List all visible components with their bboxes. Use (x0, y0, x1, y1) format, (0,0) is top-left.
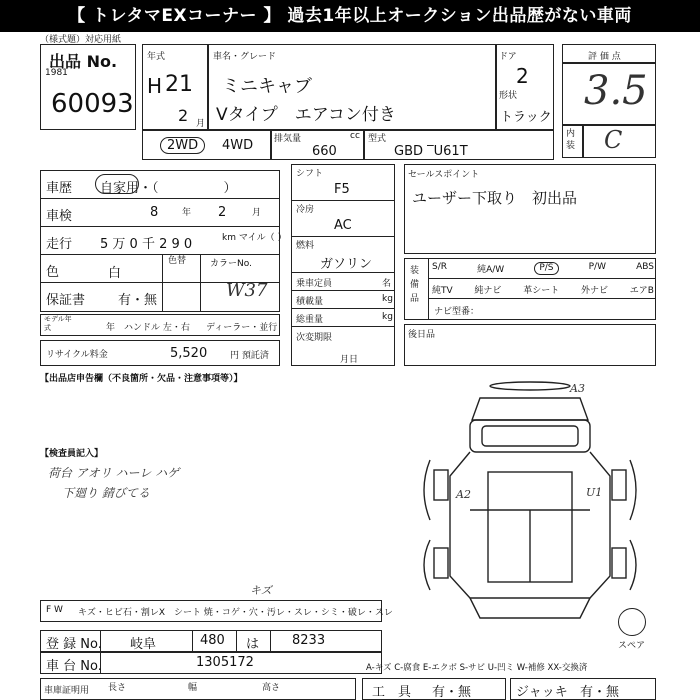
capacity-load-unit: kg (382, 294, 393, 304)
sales-point-label: セールスポイント (408, 170, 480, 180)
score-label: 評 価 点 (588, 52, 621, 62)
model-year-label: モデル年式 (44, 315, 72, 332)
fuel-label: 燃料 (296, 241, 315, 251)
diagram-mark-a2: A2 (456, 488, 471, 501)
registration-number: 8233 (292, 633, 326, 648)
color-number-label: カラーNo. (210, 259, 252, 269)
cert-label: 車庫証明用 (44, 686, 90, 696)
legend: A-キズ C-腐食 E-エクボ S-サビ U-凹ミ W-補修 XX-交換済 (366, 663, 588, 673)
form-note: （様式題）対応用紙 (40, 35, 122, 45)
lot-label: 出品 No. (49, 52, 118, 71)
chassis-label: 車 台 No. (46, 659, 102, 674)
diagram-mark-u1: U1 (586, 486, 603, 499)
inspector-label: 【検査員記入】 (40, 449, 104, 459)
capacity-load-label: 積載量 (296, 297, 324, 307)
interior-value: C (604, 126, 623, 154)
drive-2wd: 2WD (160, 137, 205, 154)
dealer-value: ディーラー・並行 (206, 323, 278, 333)
doors-value: 2 (516, 64, 529, 88)
fuel-value: ガソリン (320, 257, 373, 272)
year-month: 2 (178, 106, 189, 125)
equip-ps: P/S (534, 262, 558, 275)
next-change-unit: 月日 (340, 355, 359, 365)
equip-airbag: エアB (629, 286, 654, 296)
type-label: 型式 (368, 134, 387, 144)
year-era: H (147, 74, 163, 98)
registration-label: 登 録 No. (46, 637, 102, 652)
handle-value: ハンドル 左・右 (124, 323, 190, 333)
defects-label: F W (46, 605, 63, 615)
registration-kana: は (246, 637, 260, 652)
color-change-label: 色替 (168, 256, 187, 266)
drive-4wd: 4WD (222, 138, 254, 153)
sales-point-value: ユーザー下取り 初出品 (412, 189, 578, 207)
capacity-riding-label: 乗車定員 (296, 279, 333, 289)
next-change-label: 次変期限 (296, 333, 333, 343)
shift-label: シフト (296, 169, 324, 179)
equip-tv: 純TV (432, 286, 453, 296)
chassis-number: 1305172 (196, 655, 254, 670)
defects-text: キズ・ヒビ石・割レX シート 焼・コゲ・穴・汚レ・スレ・シミ・破レ・スレ (78, 608, 393, 618)
notes-label: 【出品店申告欄（不良箇所・欠品・注意事項等）】 (40, 374, 243, 384)
vehicle-diagram (410, 380, 650, 620)
displacement-label: 排気量 (274, 134, 302, 144)
equip-pw: P/W (588, 262, 606, 272)
rear-items-box (404, 324, 656, 366)
model-year-unit: 年 (106, 323, 116, 333)
lot-number: 60093 (51, 89, 134, 119)
inspection-label: 車検 (46, 209, 73, 224)
navi-model-label: ナビ型番： (434, 307, 480, 317)
inspection-year: 8 (150, 205, 159, 220)
color-value: 白 (108, 266, 122, 281)
score-value: 3.5 (584, 68, 648, 114)
tools-label: 工 具 (372, 685, 412, 700)
cert-length: 長さ (108, 683, 127, 693)
equip-navi: 純ナビ (474, 286, 502, 296)
recycle-value: 5,520 (170, 346, 208, 361)
capacity-gross-unit: kg (382, 312, 393, 322)
year-month-unit: 月 (196, 119, 206, 129)
year-value: 21 (165, 72, 193, 97)
type-value: GBD ‾U61T (394, 144, 468, 159)
equip-sr: S/R (432, 262, 447, 272)
equipment-label: 装備品 (410, 266, 420, 304)
aircon-label: 冷房 (296, 205, 315, 215)
lot-box (40, 44, 136, 130)
capacity-gross-label: 総重量 (296, 315, 324, 325)
inspection-month-unit: 月 (252, 208, 262, 218)
color-label: 色 (46, 265, 60, 280)
model-grade: Vタイプ エアコン付き (216, 105, 396, 125)
tools-value: 有・無 (432, 685, 472, 700)
lot-small-number: 1981 (45, 68, 68, 78)
equip-alloy: 純A/W (477, 265, 505, 275)
banner-title: 【 トレタマEXコーナー 】 過去1年以上オークション出品歴がない車両 (0, 0, 700, 32)
mileage-unit: km マイル（ ） (222, 233, 287, 243)
history-label: 車歴 (46, 181, 73, 196)
color-number: W37 (226, 280, 268, 301)
displacement-value: 660 (312, 144, 337, 159)
equipment-row-1 (432, 262, 654, 275)
recycle-unit: 円 預託済 (230, 351, 269, 361)
equip-ext-navi: 外ナビ (580, 286, 608, 296)
year-label: 年式 (147, 52, 166, 62)
model-label: 車名・グレード (213, 52, 277, 62)
inspection-year-unit: 年 (182, 208, 192, 218)
cert-width: 幅 (188, 683, 198, 693)
history-options: 自家用・（ ） (100, 181, 237, 196)
defects-handwritten: キズ (250, 584, 272, 597)
inspector-note-1: 荷台 アオリ ハーレ ハゲ (48, 466, 180, 480)
diagram-mark-a3: A3 (570, 382, 585, 395)
mileage-label: 走行 (46, 237, 73, 252)
shape-label: 形状 (499, 91, 518, 101)
warranty-label: 保証書 (46, 293, 86, 308)
shift-value: F5 (334, 182, 350, 197)
doors-label: ドア (499, 52, 517, 62)
interior-label: 内装 (566, 129, 576, 151)
cert-height: 高さ (262, 683, 281, 693)
mileage-value: 5 万 0 千 2 9 0 (100, 237, 193, 252)
jack-label: ジャッキ (516, 685, 568, 700)
equipment-row-2 (432, 283, 654, 296)
model-name: ミニキャブ (222, 76, 312, 97)
equip-leather: 革シート (523, 286, 560, 296)
spare-label: スペア (618, 641, 646, 651)
displacement-unit: cc (350, 131, 360, 141)
history-circle (95, 174, 139, 194)
capacity-person-unit: 名 (382, 279, 392, 289)
registration-class: 480 (200, 633, 225, 648)
jack-value: 有・無 (580, 685, 620, 700)
registration-place: 岐阜 (130, 637, 157, 652)
equip-abs: ABS (636, 262, 654, 272)
inspection-month: 2 (218, 205, 227, 220)
warranty-value: 有・無 (118, 293, 158, 308)
rear-items-label: 後日品 (408, 330, 436, 340)
aircon-value: AC (334, 218, 352, 233)
spare-tire-icon (618, 608, 646, 636)
shape-value: トラック (500, 110, 552, 125)
recycle-label: リサイクル料金 (46, 350, 108, 360)
inspector-note-2: 下廻り 錆びてる (62, 486, 150, 500)
